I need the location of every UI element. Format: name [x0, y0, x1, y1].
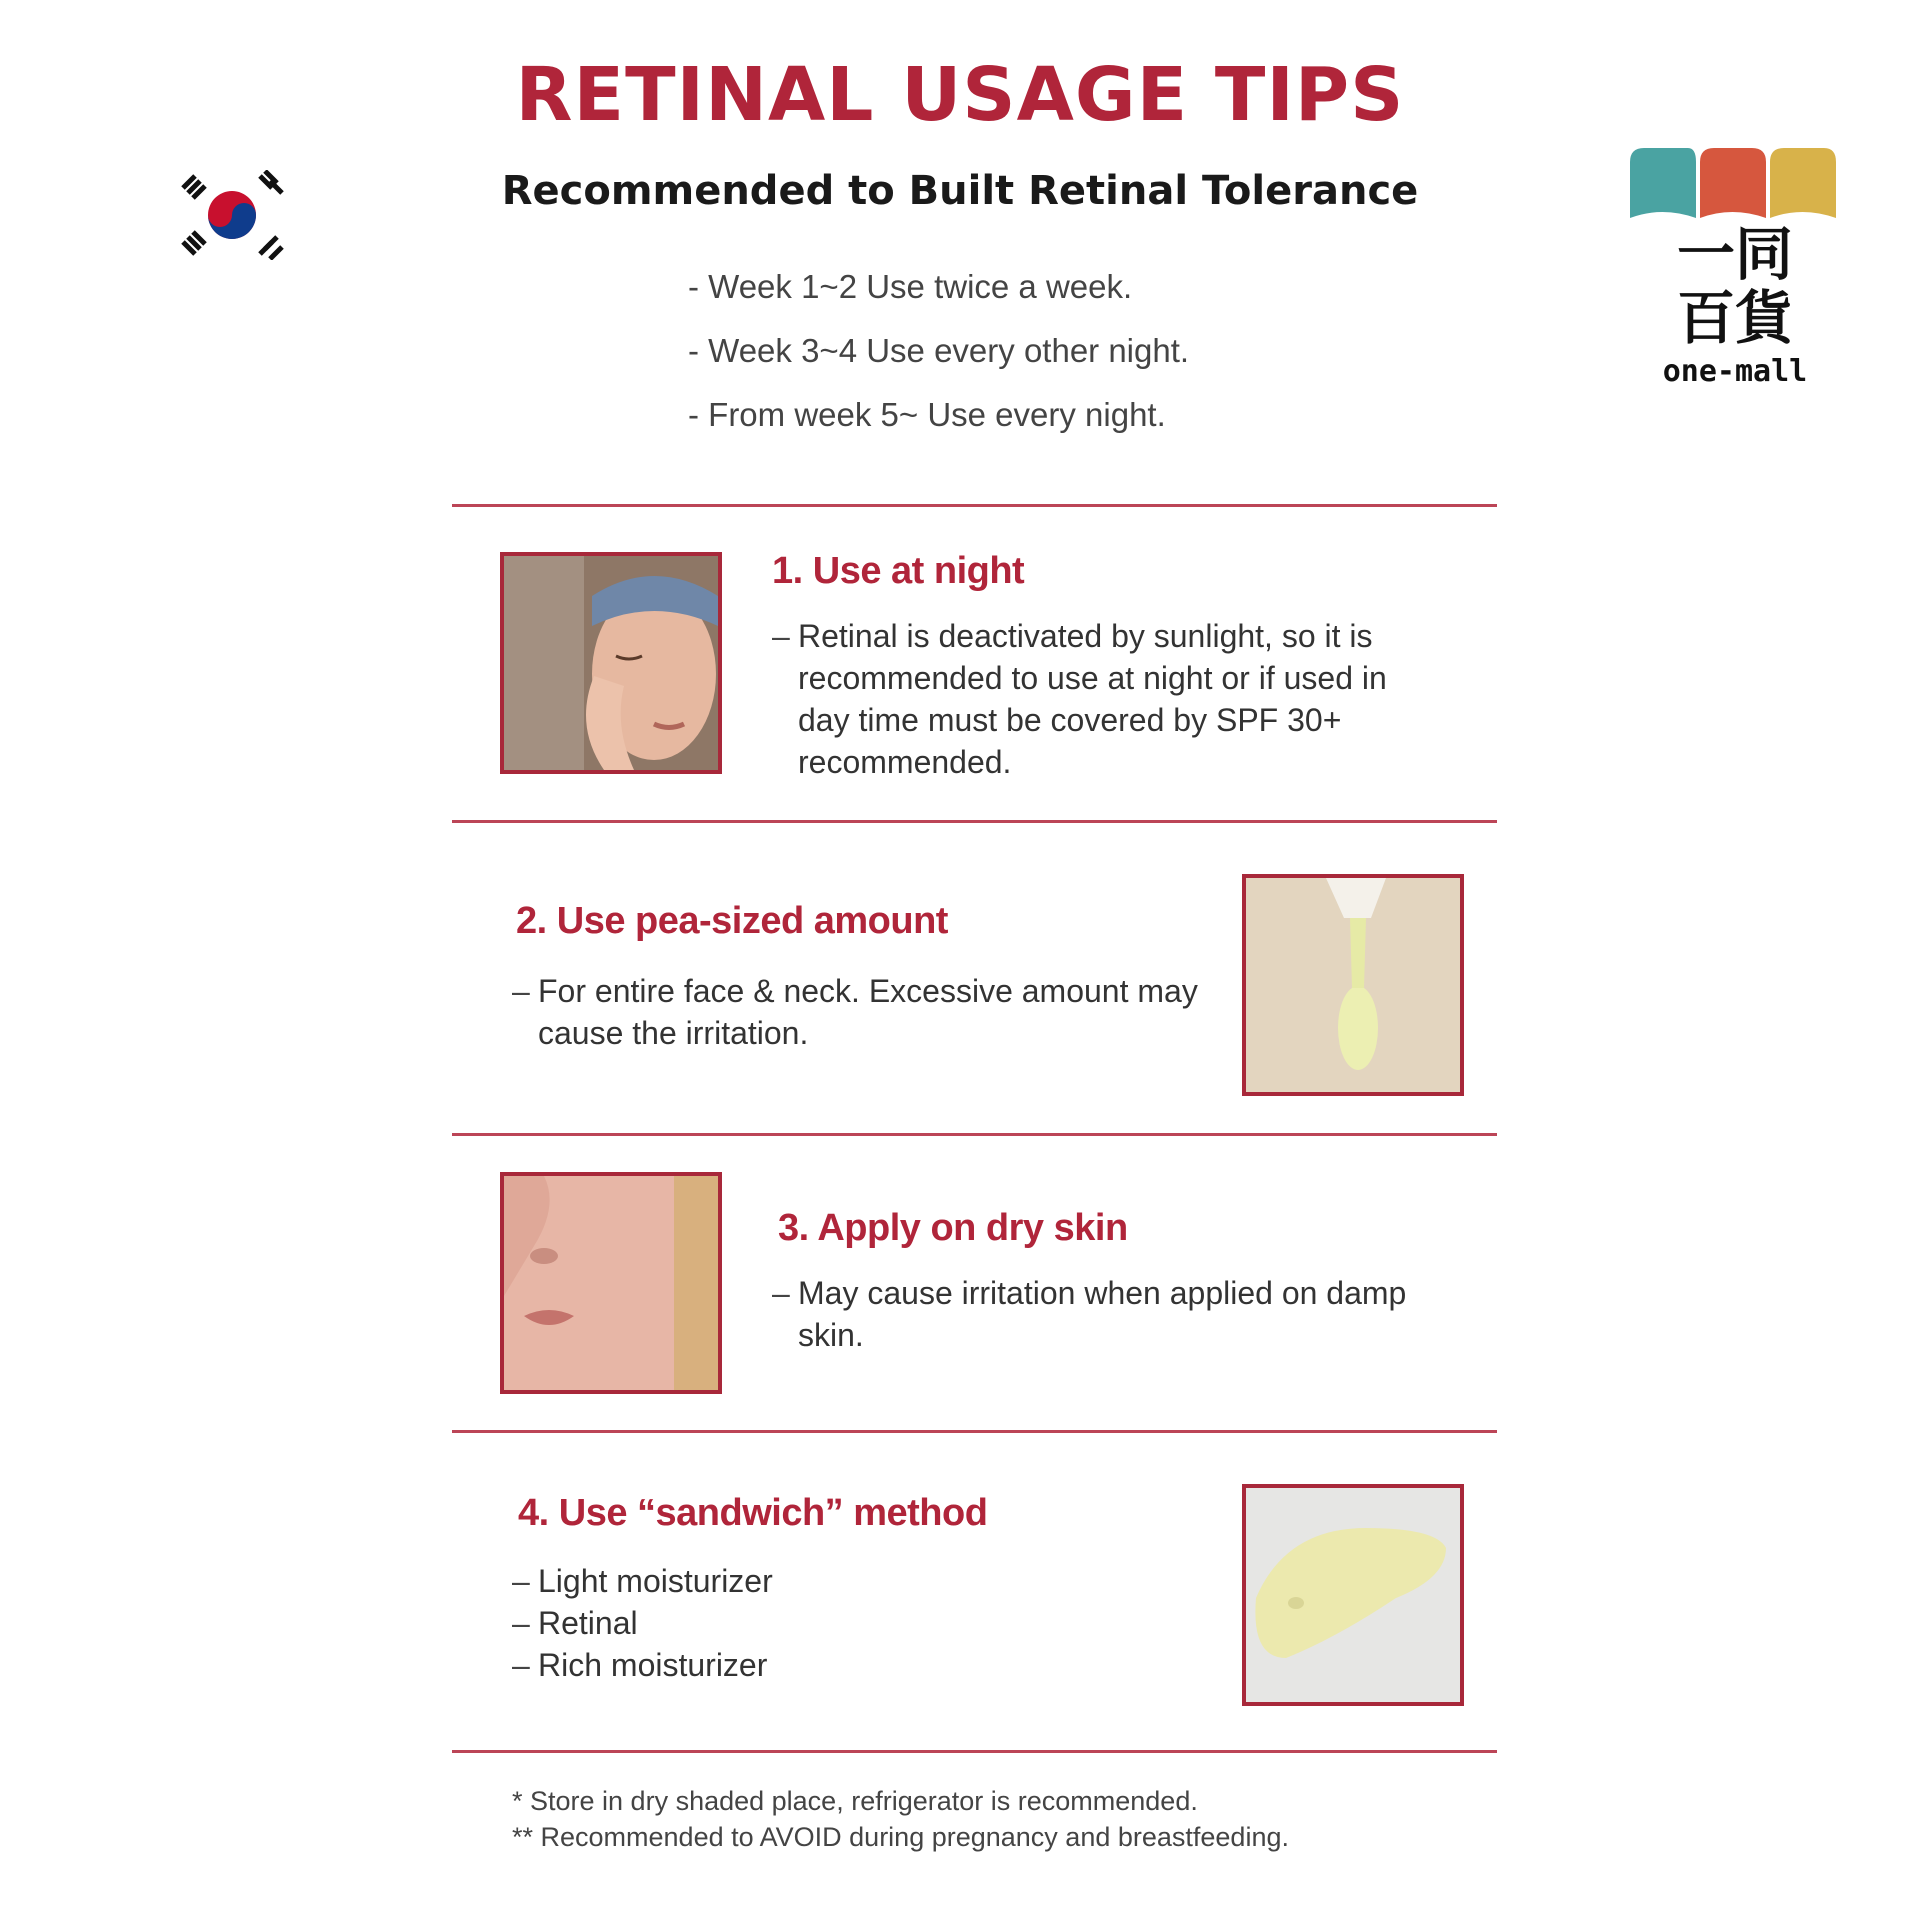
section-divider	[452, 504, 1497, 507]
page-title: RETINAL USAGE TIPS	[515, 52, 1405, 138]
tip-body	[512, 970, 1212, 1054]
tip-body	[512, 1560, 1112, 1686]
footnote: ** Recommended to AVOID during pregnancy and breastfeeding.	[512, 1822, 1289, 1852]
page-subtitle: Recommended to Built Retinal Tolerance	[501, 168, 1419, 214]
logo-chinese-text: 一同 百貨	[1676, 220, 1793, 352]
footnote: * Store in dry shaded place, refrigerator is recommended.	[512, 1786, 1198, 1816]
footnotes	[512, 1783, 1289, 1855]
tip-title: 3. Apply on dry skin	[778, 1207, 1128, 1249]
tip-title: 4. Use “sandwich” method	[518, 1492, 988, 1534]
tolerance-schedule	[688, 255, 1189, 447]
schedule-item: - From week 5~ Use every night.	[688, 396, 1166, 433]
tip-body	[772, 1272, 1432, 1356]
face-closeup-photo-icon	[500, 1172, 722, 1394]
tip-line: – Light moisturizer	[512, 1560, 1112, 1602]
tip-line: – Retinal is deactivated by sunlight, so it is recommended to use at night or if used in day time must be covered by SPF 30+ recommended.	[772, 615, 1432, 783]
tip-title: 2. Use pea-sized amount	[516, 900, 948, 942]
section-divider	[452, 820, 1497, 823]
face-massage-photo-icon	[500, 552, 722, 774]
tip-line: – For entire face & neck. Excessive amount may cause the irritation.	[512, 970, 1212, 1054]
logo-latin-text: one-mall	[1662, 354, 1808, 389]
tip-line: – Retinal	[512, 1602, 1112, 1644]
section-divider	[452, 1133, 1497, 1136]
schedule-item: - Week 1~2 Use twice a week.	[688, 268, 1133, 305]
schedule-item: - Week 3~4 Use every other night.	[688, 332, 1190, 369]
tip-title: 1. Use at night	[772, 550, 1025, 592]
tip-body	[772, 615, 1432, 783]
cream-swatch-photo-icon	[1242, 1484, 1464, 1706]
section-divider	[452, 1750, 1497, 1753]
serum-drop-photo-icon	[1242, 874, 1464, 1096]
tip-line: – Rich moisturizer	[512, 1644, 1112, 1686]
tip-line: – May cause irritation when applied on damp skin.	[772, 1272, 1432, 1356]
section-divider	[452, 1430, 1497, 1433]
